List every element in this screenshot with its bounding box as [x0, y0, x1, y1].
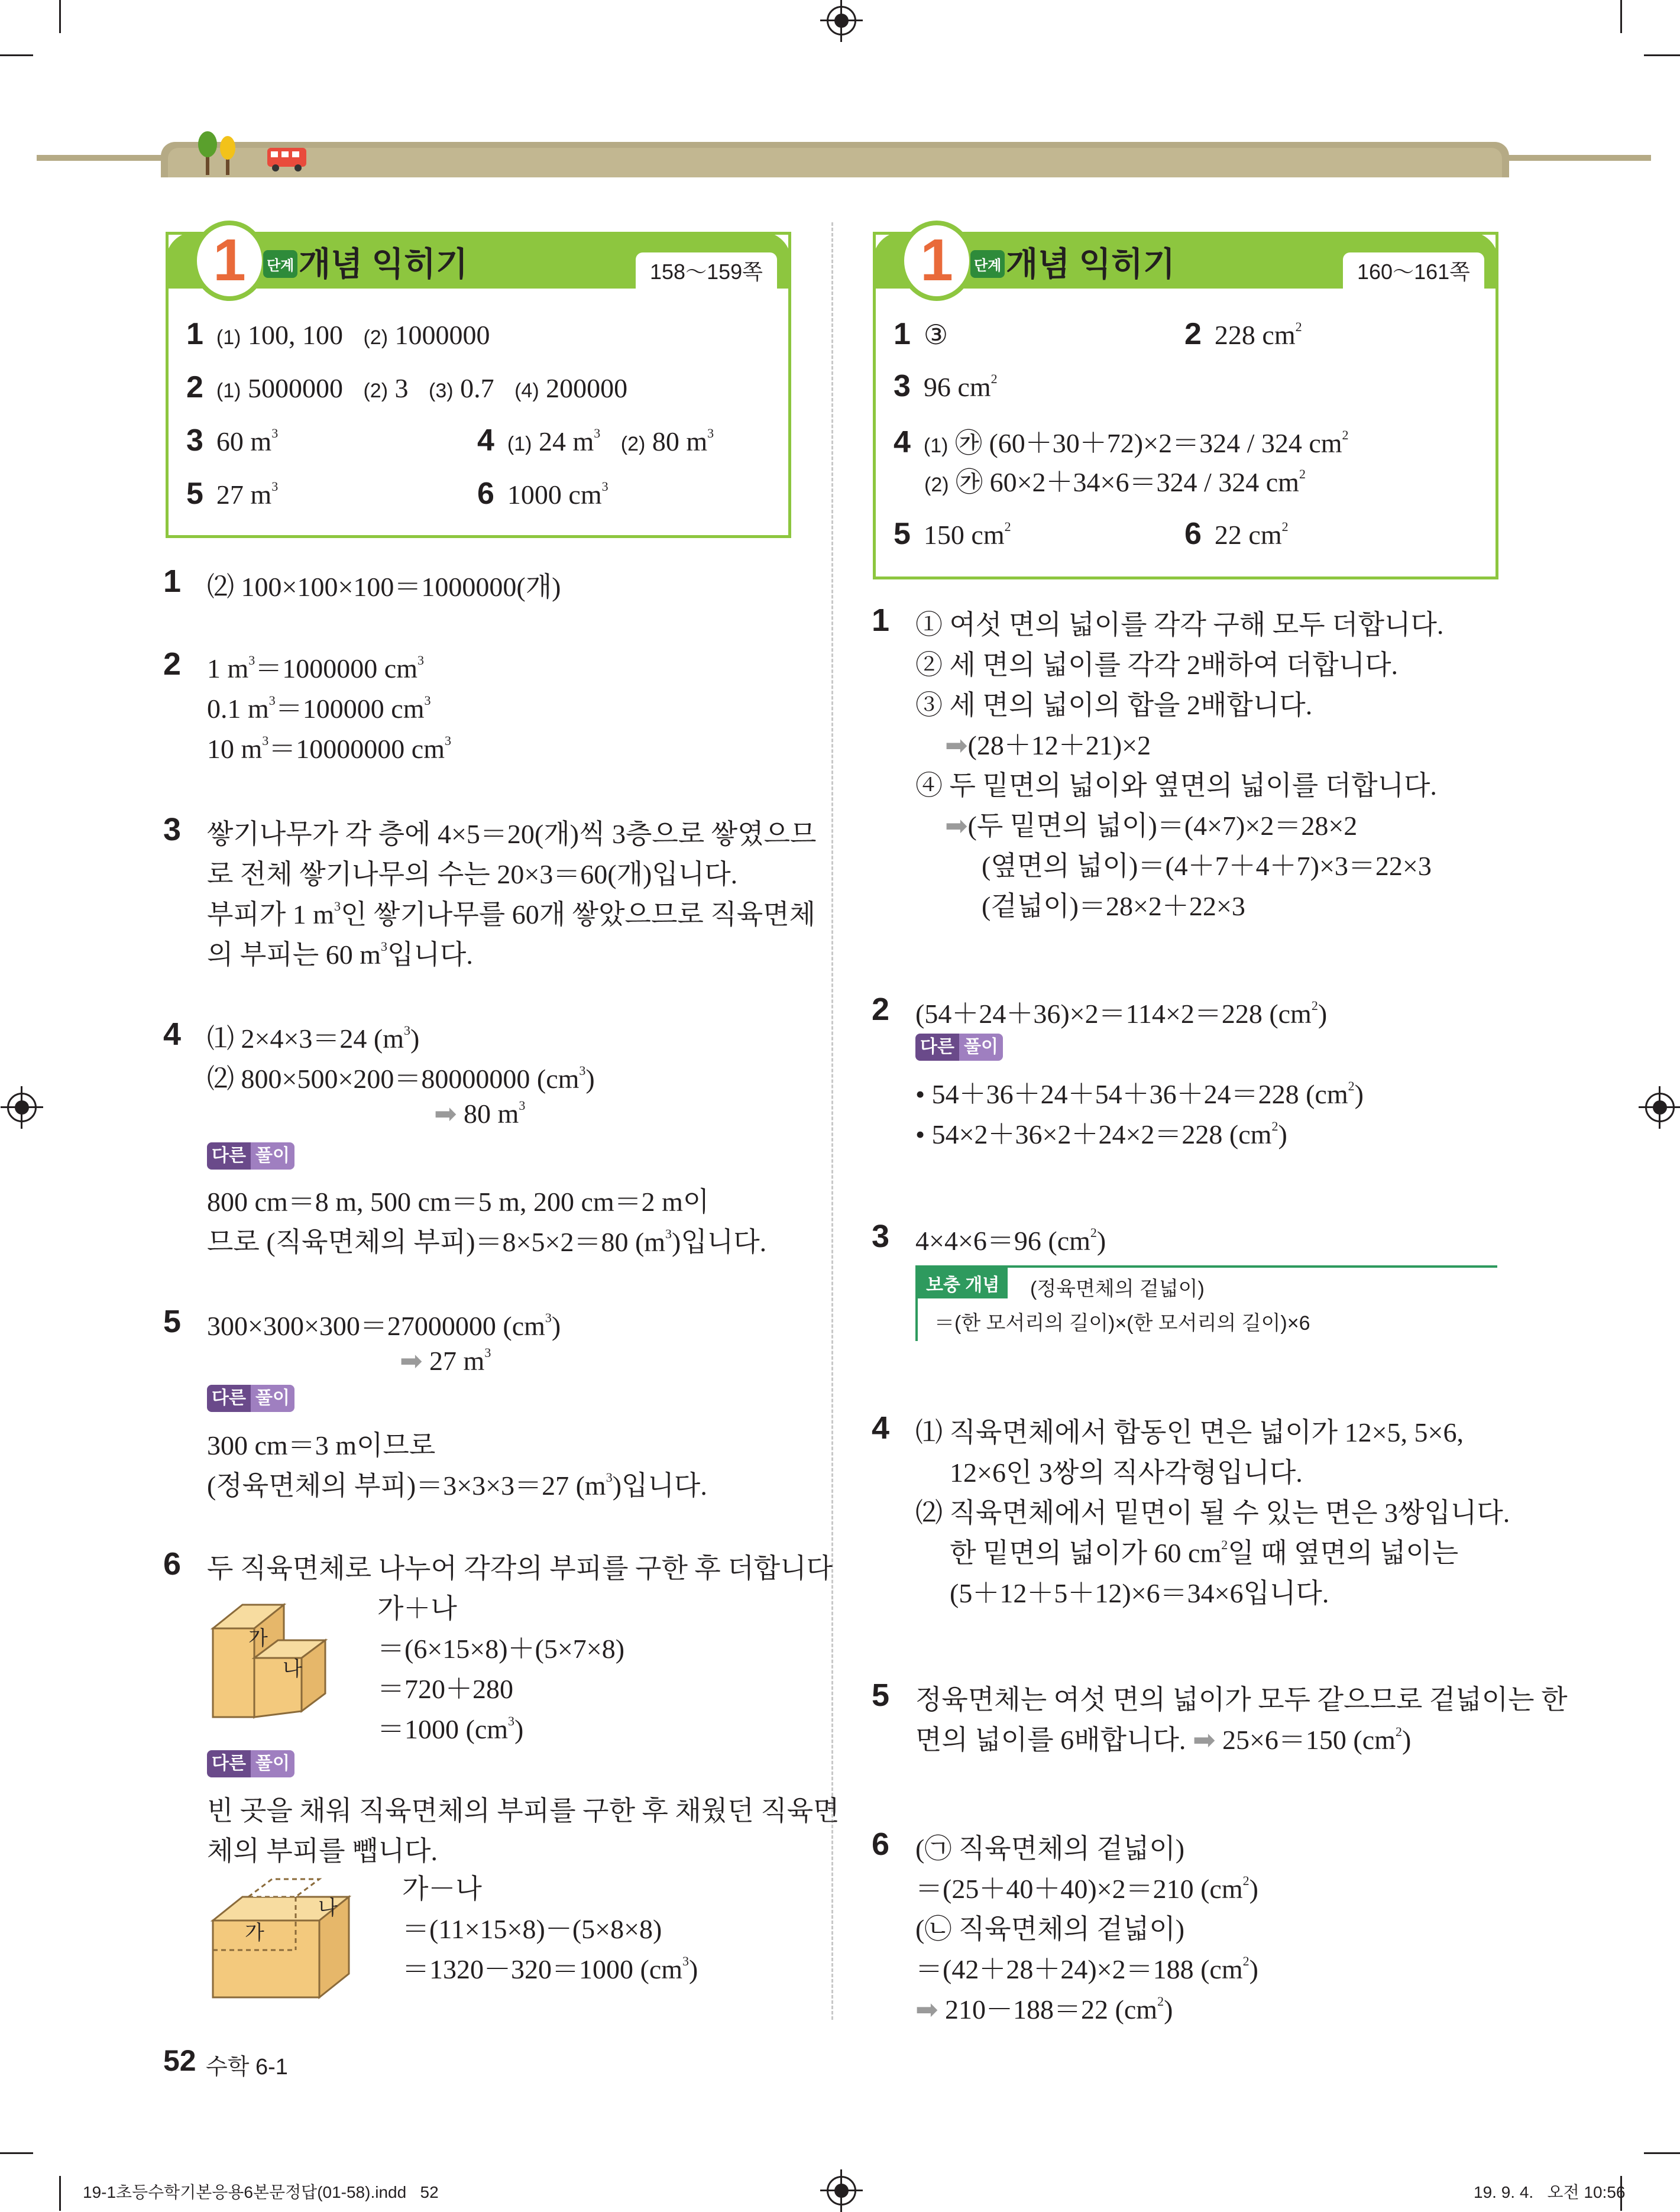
solution-line: 로 전체 쌓기나무의 수는 20×3＝60(개)입니다. [207, 859, 738, 889]
problem-number: 2 [163, 646, 182, 682]
crop-mark [1620, 0, 1622, 33]
solution-line: 가－나 [402, 1874, 482, 1904]
box-title: 개념 익히기 [1006, 245, 1176, 283]
arrow-icon: ➡ [915, 1993, 938, 2025]
alt-solution-tag: 다른 풀이 [207, 1385, 294, 1412]
solution-line: 12×6인 3쌍의 직사각형입니다. [950, 1458, 1303, 1488]
cuboid-figure [207, 1873, 361, 2009]
solution-line: 정육면체는 여섯 면의 넓이가 모두 같으므로 겉넓이는 한 [915, 1685, 1568, 1715]
solution-line: ⑵ 직육면체에서 밑면이 될 수 있는 면은 3쌍입니다. [915, 1498, 1510, 1528]
solution-line: 쌓기나무가 각 층에 4×5＝20(개)씩 3층으로 쌓였으므 [207, 819, 817, 849]
solution-line: 부피가 1 $m^3$인 쌓기나무를 60개 쌓았으므로 직육면체 [207, 899, 816, 930]
problem-number: 5 [163, 1304, 182, 1339]
figure-label-b: 나 [318, 1897, 338, 1919]
solution-line: (겉넓이)＝28×2＋22×3 [982, 891, 1245, 921]
problem-number: 6 [872, 1826, 890, 1862]
solution-line: 한 밑면의 넓이가 60 $cm^2$일 때 옆면의 넓이는 [950, 1537, 1459, 1568]
solution-line: 면의 넓이를 6배합니다. ➡ 25×6＝150 $(cm^2)$ [915, 1724, 1412, 1756]
solution-line: ② 세 면의 넓이를 각각 2배하여 더합니다. [915, 650, 1399, 680]
solution-line: 300×300×300＝27000000 $(cm^3)$ [207, 1310, 561, 1341]
solution-line: 4×4×6＝96 $(cm^2)$ [915, 1225, 1106, 1256]
stage-label: 단계 [970, 250, 1005, 278]
solution-line: ＝(6×15×8)＋(5×7×8) [377, 1634, 625, 1664]
crop-mark [0, 2152, 33, 2154]
solution-line: ⑴ 2×4×3＝24 $(m^3)$ [207, 1023, 420, 1054]
solution-line: ③ 세 면의 넓이의 합을 2배합니다. [915, 690, 1313, 720]
crop-mark [1644, 54, 1680, 56]
problem-number: 2 [872, 992, 890, 1027]
arrow-icon: ➡ [1192, 1724, 1216, 1756]
alt-solution-tag: 다른 풀이 [915, 1034, 1003, 1061]
answer-row: 6 1000 $cm^3$ [477, 477, 608, 511]
registration-mark-left [7, 1093, 37, 1122]
solution-line: ＝1000 $(cm^3)$ [377, 1714, 524, 1744]
solution-line: ➡ 80 $m^3$ [434, 1097, 526, 1129]
answer-row: 5 27 $m^3$ [186, 477, 279, 511]
crop-mark [1644, 2152, 1680, 2154]
problem-number: 3 [163, 812, 182, 847]
page-range: 160～161쪽 [1343, 252, 1484, 292]
arrow-icon: ➡ [945, 809, 968, 841]
bus-icon [266, 145, 309, 173]
solution-line: (㉡ 직육면체의 겉넓이) [915, 1914, 1185, 1944]
arrow-icon: ➡ [434, 1097, 457, 1129]
solution-line: (옆면의 넓이)＝(4＋7＋4＋7)×3＝22×3 [982, 851, 1432, 881]
answer-row: 2 (1) 5000000 (2) 3 (3) 0.7 (4) 200000 [186, 370, 628, 404]
supplement-tag: 보충 개념 [918, 1268, 1008, 1298]
stage-number: 1 [192, 221, 267, 301]
supplement-line: ＝(한 모서리의 길이)×(한 모서리의 길이)×6 [934, 1312, 1310, 1335]
answer-row: 3 96 $cm^2$ [894, 369, 998, 403]
solution-line: ⑵ 100×100×100＝1000000(개) [207, 572, 561, 602]
solution-line: 0.1 $m^3=100000$ $cm^3$ [207, 693, 431, 724]
supplement-line: (정육면체의 겉넓이) [1030, 1278, 1205, 1300]
alt-solution-tag: 다른 풀이 [207, 1750, 294, 1777]
page-number: 52 [163, 2044, 196, 2077]
solution-line: ➡(두 밑면의 넓이)＝(4×7)×2＝28×2 [945, 809, 1358, 841]
solution-line: (㉠ 직육면체의 겉넓이) [915, 1834, 1185, 1864]
crop-mark [0, 54, 33, 56]
tree-icon [195, 130, 248, 177]
problem-number: 4 [872, 1410, 890, 1446]
solution-line: 10 $m^3=10000000$ $cm^3$ [207, 733, 451, 764]
answer-row: 5 150 $cm^2$ [894, 517, 1011, 551]
answer-row: 6 22 $cm^2$ [1184, 517, 1289, 551]
solution-line: 1 $m^3=1000000$ $cm^3$ [207, 653, 424, 684]
registration-mark-top [827, 6, 856, 35]
problem-number: 6 [163, 1546, 182, 1582]
column-divider [831, 222, 833, 2020]
book-title: 수학 6-1 [206, 2055, 288, 2080]
problem-number: 4 [163, 1016, 182, 1052]
box-title: 개념 익히기 [299, 245, 468, 283]
solution-line: ➡ 27 $m^3$ [400, 1345, 491, 1377]
solution-line: (정육면체의 부피)＝3×3×3＝27 $(m^3)$입니다. [207, 1470, 707, 1501]
answer-row: 3 60 $m^3$ [186, 423, 279, 458]
stage-number: 1 [899, 221, 974, 301]
arrow-icon: ➡ [400, 1345, 423, 1377]
solution-line: ① 여섯 면의 넓이를 각각 구해 모두 더합니다. [915, 610, 1444, 640]
answer-row: (2) ㉮ 60×2＋34×6＝324 / 324 $cm^2$ [924, 467, 1306, 497]
solution-line: 300 cm＝3 m이므로 [207, 1430, 436, 1460]
solution-line: 의 부피는 60 $m^3$입니다. [207, 939, 473, 970]
print-date: 19. 9. 4. 오전 10:56 [1474, 2183, 1626, 2201]
solution-line: 빈 곳을 채워 직육면체의 부피를 구한 후 채웠던 직육면 [207, 1796, 840, 1826]
supplement-box [915, 1265, 1497, 1341]
cuboid-figure [207, 1593, 349, 1729]
registration-mark-right [1645, 1093, 1675, 1122]
solution-line: 가＋나 [377, 1594, 457, 1624]
solution-line: 두 직육면체로 나누어 각각의 부피를 구한 후 더합니다 [207, 1553, 833, 1583]
stage-label: 단계 [263, 250, 297, 278]
concept-box-right [873, 227, 1498, 579]
solution-line: 체의 부피를 뺍니다. [207, 1836, 438, 1866]
solution-line: 므로 (직육면체의 부피)＝8×5×2＝80 $(m^3)$입니다. [207, 1226, 767, 1257]
page-range: 158～159쪽 [636, 252, 777, 292]
problem-number: 1 [872, 603, 890, 638]
solution-line: 800 cm＝8 m, 500 cm＝5 m, 200 cm＝2 m이 [207, 1187, 710, 1217]
crop-mark [59, 2176, 61, 2211]
solution-line: (5＋12＋5＋12)×6＝34×6입니다. [950, 1578, 1329, 1608]
file-name: 19-1초등수학기본응용6본문정답(01-58).indd 52 [83, 2183, 439, 2201]
solution-line: ＝(11×15×8)－(5×8×8) [402, 1914, 662, 1944]
problem-number: 1 [163, 563, 182, 599]
answer-row: 1 (1) 100, 100 (2) 1000000 [186, 317, 490, 351]
registration-mark-bottom [827, 2176, 856, 2205]
figure-label-a: 가 [248, 1627, 268, 1650]
figure-label-b: 나 [283, 1658, 302, 1680]
concept-box-left [166, 227, 791, 538]
solution-line: ④ 두 밑면의 넓이와 옆면의 넓이를 더합니다. [915, 770, 1437, 801]
solution-line: ➡ 210－188＝22 $(cm^2)$ [915, 1993, 1173, 2025]
solution-line: • 54＋36＋24＋54＋36＋24＝228 $(cm^2)$ [915, 1079, 1364, 1109]
solution-line: ⑴ 직육면체에서 합동인 면은 넓이가 12×5, 5×6, [915, 1417, 1464, 1447]
solution-line: ＝(25＋40＋40)×2＝210 $(cm^2)$ [915, 1873, 1258, 1904]
solution-line: ＝1320－320＝1000 $(cm^3)$ [402, 1954, 698, 1984]
answer-row: 4 (1) ㉮ (60＋30＋72)×2＝324 / 324 $cm^2$ [894, 425, 1349, 459]
problem-number: 5 [872, 1677, 890, 1713]
solution-line: (54＋24＋36)×2＝114×2＝228 $(cm^2)$ [915, 998, 1328, 1029]
header-band [37, 142, 1651, 179]
alt-solution-tag: 다른 풀이 [207, 1142, 294, 1170]
solution-line: ➡(28＋12＋21)×2 [945, 729, 1151, 761]
crop-mark [59, 0, 61, 33]
solution-line: ⑵ 800×500×200＝80000000 $(cm^3)$ [207, 1063, 595, 1094]
figure-label-a: 가 [245, 1922, 264, 1944]
arrow-icon: ➡ [945, 729, 968, 761]
answer-row: 4 (1) 24 $m^3$ (2) 80 $m^3$ [477, 423, 714, 458]
solution-line: ＝(42＋28＋24)×2＝188 $(cm^2)$ [915, 1954, 1258, 1984]
answer-row: 1 ③ [894, 317, 949, 351]
answer-row: 2 228 $cm^2$ [1184, 317, 1302, 351]
solution-line: • 54×2＋36×2＋24×2＝228 $(cm^2)$ [915, 1119, 1287, 1149]
problem-number: 3 [872, 1219, 890, 1254]
solution-line: ＝720＋280 [377, 1674, 513, 1704]
